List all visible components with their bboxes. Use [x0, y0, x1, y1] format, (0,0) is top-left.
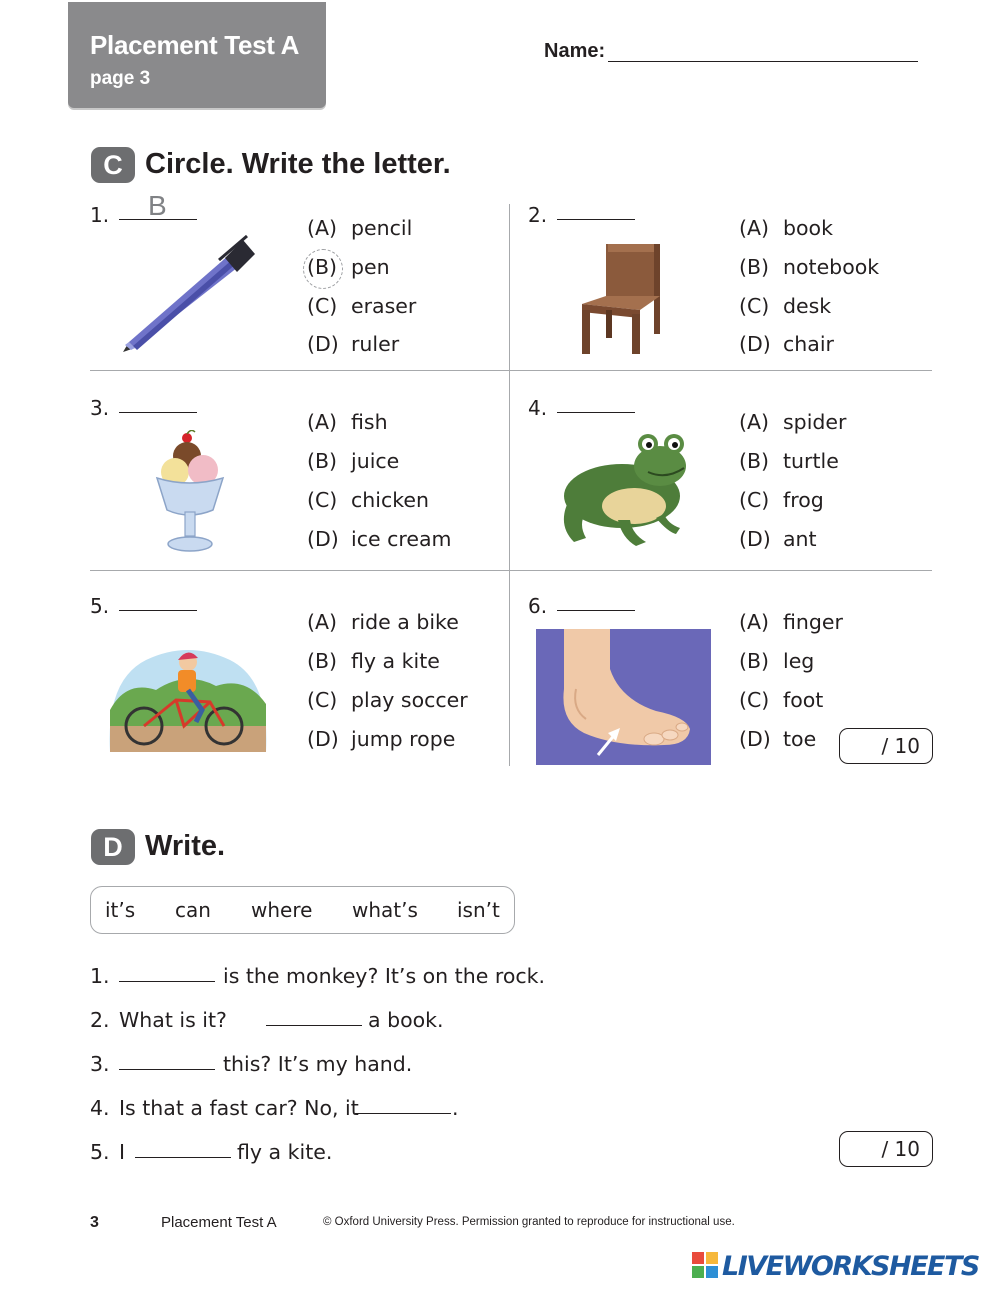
sentence-blank[interactable] [135, 1157, 231, 1158]
option-1c[interactable]: (C) eraser [307, 294, 417, 318]
option-6b[interactable]: (B) leg [739, 649, 815, 673]
sentence-text: I [119, 1140, 126, 1164]
option-2d[interactable]: (D) chair [739, 332, 834, 356]
section-d-score: / 10 [839, 1131, 933, 1167]
option-3c[interactable]: (C) chicken [307, 488, 429, 512]
sentence-text: What is it? [119, 1008, 227, 1032]
option-4d[interactable]: (D) ant [739, 527, 817, 551]
question-number: 1. [90, 203, 110, 227]
option-3a[interactable]: (A) fish [307, 410, 388, 434]
grid-divider [90, 370, 932, 371]
option-4b[interactable]: (B) turtle [739, 449, 839, 473]
answer-value: B [148, 190, 167, 221]
question-number: 2. [528, 203, 548, 227]
section-d-badge: D [91, 829, 135, 865]
answer-blank[interactable] [119, 610, 197, 611]
chair-picture [578, 240, 663, 358]
question-number: 3. [90, 396, 110, 420]
option-5a[interactable]: (A) ride a bike [307, 610, 459, 634]
word-bank-item: can [175, 898, 211, 922]
option-1b[interactable]: (B) pen [307, 255, 390, 279]
option-5c[interactable]: (C) play soccer [307, 688, 468, 712]
option-3d[interactable]: (D) ice cream [307, 527, 452, 551]
answer-blank[interactable] [557, 610, 635, 611]
sentence-blank[interactable] [119, 981, 215, 982]
option-2a[interactable]: (A) book [739, 216, 833, 240]
word-bank [90, 886, 515, 934]
word-bank-item: it’s [105, 898, 136, 922]
sentence-blank[interactable] [119, 1069, 215, 1070]
answer-blank[interactable] [557, 219, 635, 220]
answer-blank[interactable] [557, 412, 635, 413]
sentence-text: this? It’s my hand. [223, 1052, 413, 1076]
sentence-text: is the monkey? It’s on the rock. [223, 964, 546, 988]
section-d-title: Write. [145, 830, 226, 862]
option-2c[interactable]: (C) desk [739, 294, 832, 318]
liveworksheets-logo-icon [692, 1250, 720, 1280]
option-6c[interactable]: (C) foot [739, 688, 824, 712]
sentence-blank[interactable] [266, 1025, 362, 1026]
word-bank-item: where [251, 898, 313, 922]
word-bank-item: what’s [352, 898, 418, 922]
sentence-text: fly a kite. [237, 1140, 333, 1164]
option-5d[interactable]: (D) jump rope [307, 727, 456, 751]
option-1a[interactable]: (A) pencil [307, 216, 413, 240]
option-4a[interactable]: (A) spider [739, 410, 847, 434]
sentence-blank[interactable] [355, 1113, 451, 1114]
option-5b[interactable]: (B) fly a kite [307, 649, 440, 673]
answer-blank[interactable] [119, 412, 197, 413]
section-c-title: Circle. Write the letter. [145, 148, 451, 180]
question-number: 6. [528, 594, 548, 618]
sentence-number: 2. [90, 1008, 110, 1032]
sentence-number: 3. [90, 1052, 110, 1076]
foot-picture [536, 629, 711, 765]
option-6d[interactable]: (D) toe [739, 727, 817, 751]
option-4c[interactable]: (C) frog [739, 488, 824, 512]
frog-picture [556, 428, 694, 550]
liveworksheets-watermark[interactable]: LIVEWORKSHEETS [722, 1251, 979, 1282]
sentence-number: 1. [90, 964, 110, 988]
page-subtitle: page 3 [90, 68, 151, 89]
section-c-score: / 10 [839, 728, 933, 764]
ice-cream-picture [153, 430, 228, 554]
answer-circle [303, 249, 343, 289]
page-title: Placement Test A [90, 30, 300, 60]
name-label: Name: [544, 40, 606, 62]
pen-picture [115, 230, 260, 358]
grid-divider [90, 570, 932, 571]
question-number: 4. [528, 396, 548, 420]
copyright-notice: © Oxford University Press. Permission granted to reproduce for instructional use. [323, 1216, 735, 1228]
footer-test-name: Placement Test A [161, 1214, 277, 1231]
sentence-number: 5. [90, 1140, 110, 1164]
option-6a[interactable]: (A) finger [739, 610, 843, 634]
name-field[interactable] [608, 61, 918, 62]
word-bank-item: isn’t [457, 898, 500, 922]
question-number: 5. [90, 594, 110, 618]
sentence-text: a book. [368, 1008, 444, 1032]
sentence-text: . [452, 1096, 459, 1120]
grid-divider [509, 204, 510, 766]
sentence-text: Is that a fast car? No, it [119, 1096, 359, 1120]
page-number: 3 [90, 1214, 99, 1231]
sentence-number: 4. [90, 1096, 110, 1120]
option-3b[interactable]: (B) juice [307, 449, 400, 473]
section-c-badge: C [91, 147, 135, 183]
bike-picture [106, 640, 270, 752]
option-2b[interactable]: (B) notebook [739, 255, 880, 279]
option-1d[interactable]: (D) ruler [307, 332, 400, 356]
